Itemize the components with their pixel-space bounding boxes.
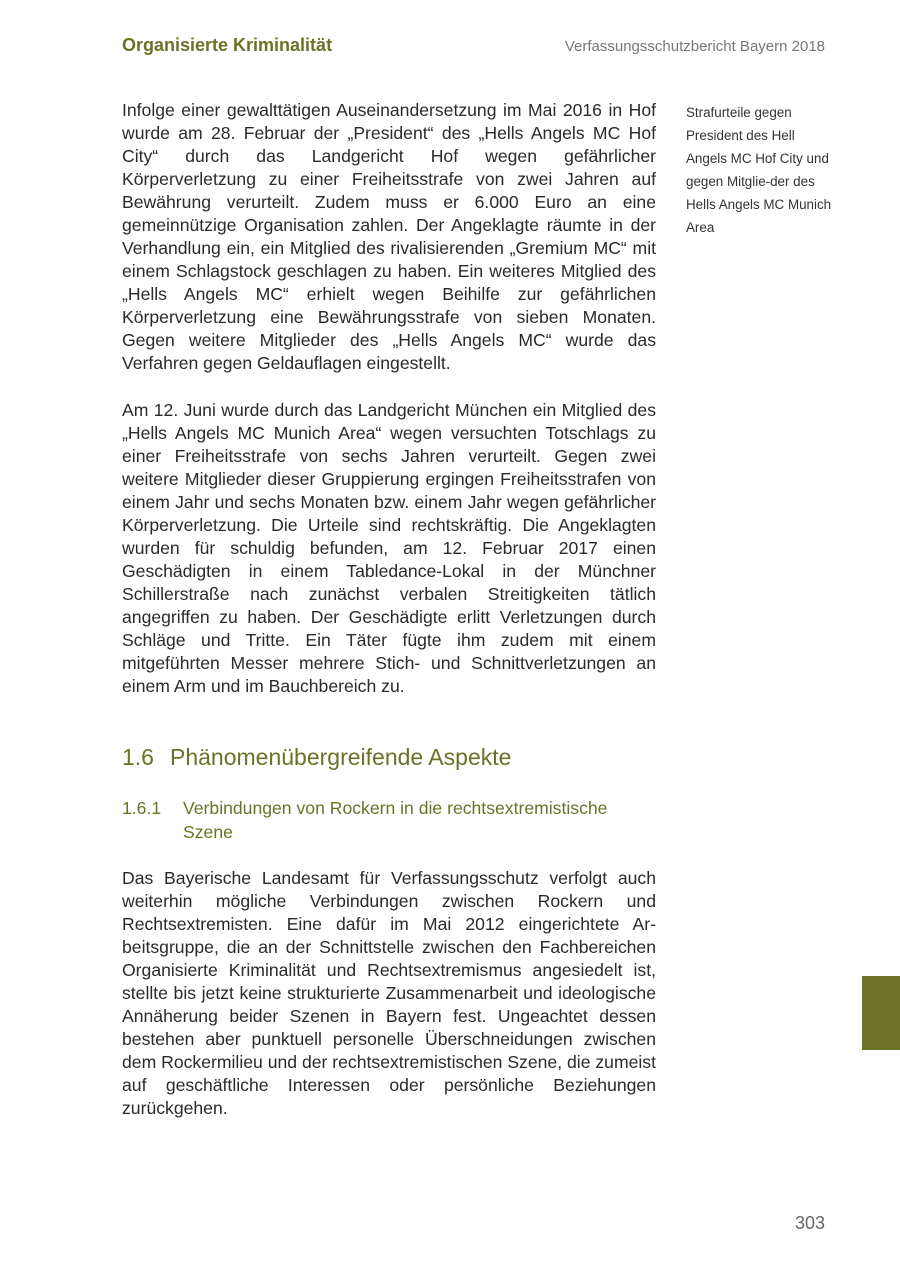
subsection-heading xyxy=(122,796,662,844)
section-number: 1.6 xyxy=(122,744,154,770)
page-number: 303 xyxy=(794,1213,825,1233)
margin-note: Strafurteile gegen President des Hell Angels MC Hof City und gegen Mitglie-der des Hells Angels MC Munich Area xyxy=(686,105,832,235)
subsection-number: 1.6.1 xyxy=(122,798,162,818)
running-header-report-title: Verfassungsschutzbericht Bayern 2018 xyxy=(564,38,825,55)
section-heading xyxy=(122,744,511,771)
paragraph-hells-angels-hof: Infolge einer gewalttätigen Auseinandersetzung im Mai 2016 in Hof wurde am 28. Februar der „President“ des „Hells Angels MC Hof City“ durch das Landgericht Hof wegen gefährlicher Körperverletzung zu einer Freiheitsstrafe von zwei Jahren auf Bewährung verurteilt. Zudem muss er 6.000 Euro an eine gemeinnützige Organisation zahlen. Der Angeklagte räumte in der Verhandlung ein, ein Mitglied des rivalisierenden „Gremium MC“ mit einem Schlagstock geschlagen zu haben. Ein weiteres Mitglied des „Hells Angels MC“ erhielt wegen Beihilfe zur gefährlichen Körperverletzung eine Bewährungsstrafe von sieben Monaten. Gegen weitere Mitglieder des „Hells Angels MC“ wurde das Verfahren gegen Geldauflagen eingestellt. xyxy=(122,100,656,373)
paragraph-hells-angels-munich: Am 12. Juni wurde durch das Landgericht München ein Mitglied des „Hells Angels MC Munich Area“ wegen versuchten Totschlags zu einer Freiheitsstrafe von sechs Jahren verurteilt. Gegen zwei weitere Mitglieder dieser Gruppierung ergingen Freiheitsstrafen von einem Jahr und sechs Monaten bzw. einem Jahr wegen gefährlicher Körperverletzung. Die Urteile sind rechtskräftig. Die Angeklagten wurden für schuldig befunden, am 12. Februar 2017 einen Geschädigten in einem Tabledance-Lokal in der Münchner Schillerstraße nach zunächst verbalen Streitigkeiten tätlich angegriffen zu haben. Der Geschädigte erlitt Verletzungen durch Schläge und Tritte. Ein Täter fügte ihm zudem mit einem mitgeführten Messer mehrere Stich- und Schnittverletzungen an einem Arm und im Bauchbereich zu. xyxy=(122,400,656,696)
subsection-title: Verbindungen von Rockern in die rechtsextremistische Szene xyxy=(183,798,608,842)
paragraph-rocker-right-wing: Das Bayerische Landesamt für Verfassungsschutz verfolgt auch weiterhin mögliche Verbindungen zwischen Rockern und Rechtsextremisten. Eine dafür im Mai 2012 eingerichtete Arbeitsgruppe, die an der Schnittstelle zwischen den Fachbereichen Organisierte Kriminalität und Rechtsextremismus angesiedelt ist, stellte bis jetzt keine strukturierte Zusammenarbeit und ideologische Annäherung beider Szenen in Bayern fest. Ungeachtet dessen bestehen aber punktuell personelle Überschneidungen zwischen dem Rockermilieu und der rechtsextremistischen Szene, die zumeist auf geschäftliche Interessen oder persönliche Beziehungen zurückgehen. xyxy=(122,868,656,1118)
chapter-side-tab xyxy=(862,976,900,1050)
section-title: Phänomenübergreifende Aspekte xyxy=(170,744,512,770)
running-header-chapter: Organisierte Kriminalität xyxy=(122,35,333,55)
